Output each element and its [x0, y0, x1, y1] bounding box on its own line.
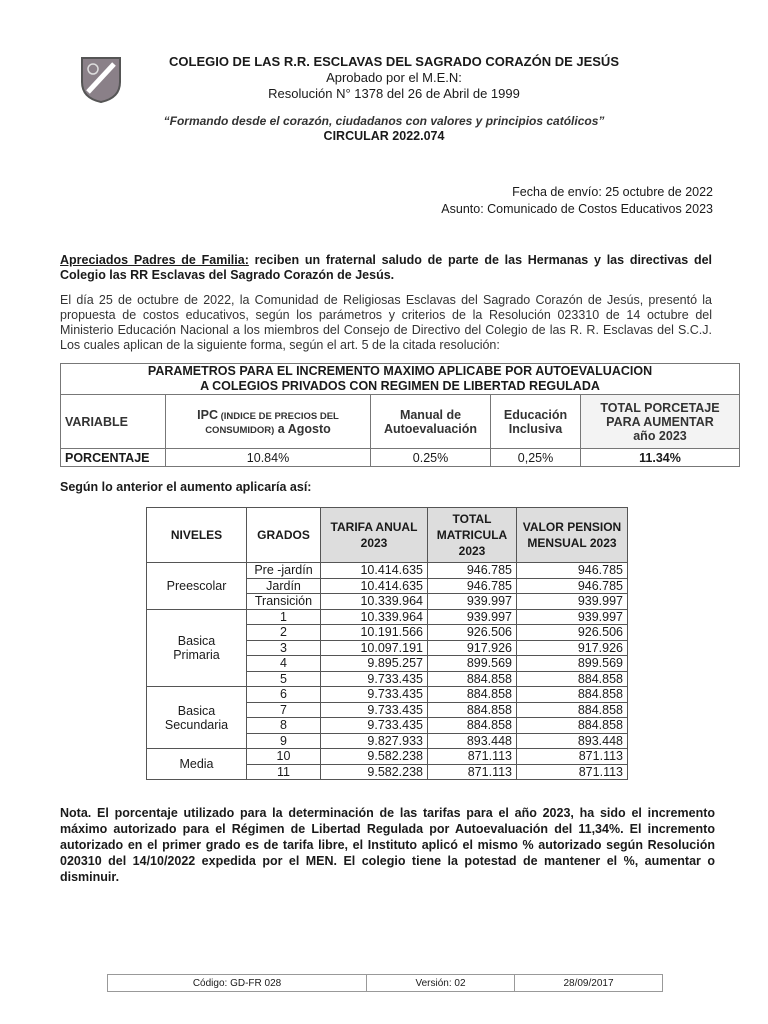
pension-cell: 939.997 — [517, 594, 628, 610]
matricula-cell: 884.858 — [428, 718, 517, 734]
pension-cell: 884.858 — [517, 702, 628, 718]
pension-cell: 939.997 — [517, 609, 628, 625]
grade-cell: 9 — [247, 733, 321, 749]
col-grados: GRADOS — [247, 508, 321, 563]
manual-value: 0.25% — [371, 449, 491, 467]
row-label: PORCENTAJE — [61, 449, 166, 467]
header-education: Educación Inclusiva — [491, 395, 581, 449]
pension-cell: 893.448 — [517, 733, 628, 749]
table-row — [147, 609, 628, 625]
matricula-cell: 946.785 — [428, 578, 517, 594]
matricula-cell: 871.113 — [428, 764, 517, 780]
approval-line: Aprobado por el M.E.N: — [326, 70, 462, 85]
circular-number: CIRCULAR 2022.074 — [323, 129, 445, 143]
level-cell: Preescolar — [147, 563, 247, 610]
send-date: Fecha de envío: 25 octubre de 2022 — [512, 185, 713, 199]
params-title-2: A COLEGIOS PRIVADOS CON REGIMEN DE LIBERTAD REGULADA — [200, 379, 600, 393]
grade-cell: 1 — [247, 609, 321, 625]
total-label: TOTAL PORCETAJE PARA AUMENTAR — [600, 400, 720, 429]
matricula-cell: 884.858 — [428, 702, 517, 718]
col-pension: VALOR PENSION MENSUAL 2023 — [517, 508, 628, 563]
subtitle: Según lo anterior el aumento aplicaría así: — [60, 480, 312, 494]
tarifa-cell: 9.582.238 — [321, 749, 428, 765]
matricula-cell: 899.569 — [428, 656, 517, 672]
pension-cell: 946.785 — [517, 578, 628, 594]
tarifa-cell: 9.895.257 — [321, 656, 428, 672]
intro-paragraph: El día 25 de octubre de 2022, la Comunidad de Religiosas Esclavas del Sagrado Corazón de Jesús, presentó la propuesta de costos educativos, según los parámetros y criterios de la Resolución 023310 de 14 octubre del Ministerio Educación Nacional a los miembros del Consejo de Directivo del Colegio de las R. R. Esclavas del S.C.J. Los cuales aplican de la siguiente forma, según el art. 5 de la citada resolución: — [60, 293, 712, 352]
footer-version: Versión: 02 — [367, 975, 515, 992]
tarifa-cell: 10.414.635 — [321, 578, 428, 594]
education-value: 0,25% — [491, 449, 581, 467]
grade-cell: Jardín — [247, 578, 321, 594]
grade-cell: Transición — [247, 594, 321, 610]
tuition-table — [146, 507, 628, 780]
total-value: 11.34% — [581, 449, 740, 467]
header-manual: Manual de Autoevaluación — [371, 395, 491, 449]
subject: Asunto: Comunicado de Costos Educativos 2023 — [441, 202, 713, 216]
matricula-cell: 926.506 — [428, 625, 517, 641]
matricula-cell: 884.858 — [428, 671, 517, 687]
pension-cell: 926.506 — [517, 625, 628, 641]
grade-cell: 11 — [247, 764, 321, 780]
matricula-cell: 884.858 — [428, 687, 517, 703]
col-matricula: TOTAL MATRICULA 2023 — [428, 508, 517, 563]
table-row — [147, 687, 628, 703]
matricula-cell: 946.785 — [428, 563, 517, 579]
table-row — [147, 749, 628, 765]
tarifa-cell: 9.733.435 — [321, 687, 428, 703]
pension-cell: 884.858 — [517, 687, 628, 703]
level-cell: Media — [147, 749, 247, 780]
matricula-cell: 917.926 — [428, 640, 517, 656]
grade-cell: 10 — [247, 749, 321, 765]
grade-cell: 5 — [247, 671, 321, 687]
tarifa-cell: 9.582.238 — [321, 764, 428, 780]
tarifa-cell: 9.733.435 — [321, 718, 428, 734]
tarifa-cell: 10.414.635 — [321, 563, 428, 579]
letter-meta — [441, 184, 713, 218]
pension-cell: 946.785 — [517, 563, 628, 579]
tarifa-cell: 10.191.566 — [321, 625, 428, 641]
grade-cell: 2 — [247, 625, 321, 641]
grade-cell: 6 — [247, 687, 321, 703]
tarifa-cell: 9.733.435 — [321, 702, 428, 718]
col-niveles: NIVELES — [147, 508, 247, 563]
header-total — [581, 395, 740, 449]
header-variable: VARIABLE — [61, 395, 166, 449]
greeting-rest: reciben un fraternal saludo de parte de las Hermanas y las directivas del Colegio las RR Esclavas del Sagrado Corazón de Jesús. — [60, 253, 712, 282]
grade-cell: 8 — [247, 718, 321, 734]
greeting — [60, 253, 712, 283]
matricula-cell: 939.997 — [428, 609, 517, 625]
footer-code: Código: GD-FR 028 — [108, 975, 367, 992]
resolution-line: Resolución N° 1378 del 26 de Abril de 1999 — [268, 86, 520, 101]
school-name: COLEGIO DE LAS R.R. ESCLAVAS DEL SAGRADO CORAZÓN DE JESÚS — [169, 54, 619, 69]
pension-cell: 884.858 — [517, 718, 628, 734]
motto: “Formando desde el corazón, ciudadanos con valores y principios católicos” — [163, 114, 605, 128]
greeting-lead: Apreciados Padres de Familia: — [60, 253, 249, 267]
pension-cell: 871.113 — [517, 749, 628, 765]
ipc-suffix: a Agosto — [274, 421, 331, 436]
footer-date: 28/09/2017 — [514, 975, 662, 992]
tarifa-cell: 9.827.933 — [321, 733, 428, 749]
params-title-1: PARAMETROS PARA EL INCREMENTO MAXIMO APLICABE POR AUTOEVALUACION — [147, 364, 653, 378]
col-tarifa: TARIFA ANUAL 2023 — [321, 508, 428, 563]
tarifa-cell: 10.339.964 — [321, 594, 428, 610]
level-cell: Basica Secundaria — [147, 687, 247, 749]
ipc-desc: (INDICE DE PRECIOS DEL CONSUMIDOR) — [205, 410, 339, 436]
document-footer — [107, 974, 663, 992]
parameters-table — [60, 363, 740, 467]
grade-cell: Pre -jardín — [247, 563, 321, 579]
header-ipc — [166, 395, 371, 449]
tarifa-cell: 10.097.191 — [321, 640, 428, 656]
grade-cell: 3 — [247, 640, 321, 656]
note-paragraph: Nota. El porcentaje utilizado para la determinación de las tarifas para el año 2023, ha sido el incremento máximo autorizado para el Régimen de Libertad Regulada por Autoevaluación del 11,34%. El incremento autorizado en el primer grado es de tarifa libre, el Instituto aplicó el mismo % autorizado según Resolución 020310 del 14/10/2022 expedida por el MEN. El colegio tiene la potestad de mantener el %, aumentar o disminuir. — [60, 806, 715, 884]
ipc-label: IPC — [197, 407, 218, 422]
pension-cell: 899.569 — [517, 656, 628, 672]
grade-cell: 7 — [247, 702, 321, 718]
school-crest-logo — [78, 52, 124, 104]
tarifa-cell: 10.339.964 — [321, 609, 428, 625]
matricula-cell: 871.113 — [428, 749, 517, 765]
total-year: año 2023 — [633, 428, 687, 443]
grade-cell: 4 — [247, 656, 321, 672]
pension-cell: 871.113 — [517, 764, 628, 780]
approval — [150, 70, 638, 102]
level-cell: Basica Primaria — [147, 609, 247, 687]
pension-cell: 884.858 — [517, 671, 628, 687]
table-row — [147, 563, 628, 579]
matricula-cell: 939.997 — [428, 594, 517, 610]
pension-cell: 917.926 — [517, 640, 628, 656]
ipc-value: 10.84% — [166, 449, 371, 467]
matricula-cell: 893.448 — [428, 733, 517, 749]
tarifa-cell: 9.733.435 — [321, 671, 428, 687]
